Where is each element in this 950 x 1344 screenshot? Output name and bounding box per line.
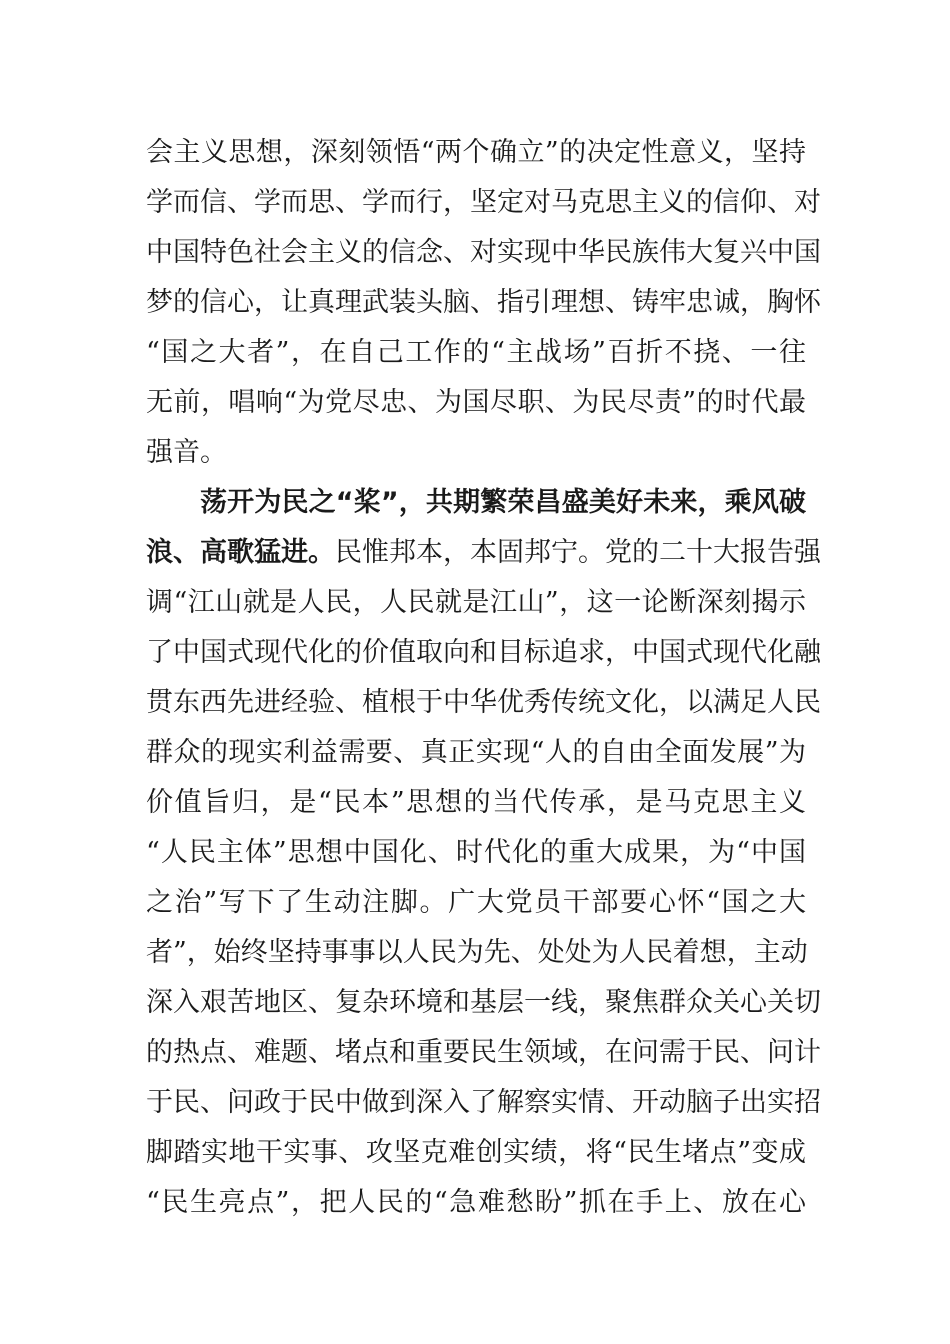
paragraph-1-line-6: 无前，唱响“为党尽忠、为国尽职、为民尽责”的时代最 — [146, 387, 806, 418]
paragraph-1-line-7: 强音。 — [146, 437, 227, 468]
paragraph-2-line-5: 贯东西先进经验、植根于中华优秀传统文化，以满足人民 — [146, 687, 821, 718]
paragraph-1-line-2: 学而信、学而思、学而行，坚定对马克思主义的信仰、对 — [146, 187, 821, 218]
paragraph-2-line-14: 脚踏实地干实事、攻坚克难创实绩，将“民生堵点”变成 — [146, 1137, 806, 1168]
paragraph-2-heading: 荡开为民之“桨”，共期繁荣昌盛美好未来，乘风破 — [200, 487, 806, 518]
paragraph-2-line-7: 价值旨归，是“民本”思想的当代传承，是马克思主义 — [146, 787, 806, 818]
paragraph-2-line-13: 于民、问政于民中做到深入了解察实情、开动脑子出实招 — [146, 1087, 821, 1118]
paragraph-2-line-11: 深入艰苦地区、复杂环境和基层一线，聚焦群众关心关切 — [146, 987, 821, 1018]
paragraph-2-heading-continued: 浪、高歌猛进。 — [146, 537, 335, 568]
paragraph-2-line-2 — [146, 528, 821, 578]
paragraph-1-line-3: 中国特色社会主义的信念、对实现中华民族伟大复兴中国 — [146, 237, 821, 268]
paragraph-1-line-5: “国之大者”，在自己工作的“主战场”百折不挠、一往 — [146, 337, 806, 368]
paragraph-2-line-12: 的热点、难题、堵点和重要民生领域，在问需于民、问计 — [146, 1037, 821, 1068]
paragraph-2-line-6: 群众的现实利益需要、真正实现“人的自由全面发展”为 — [146, 737, 806, 768]
paragraph-2-line-8: “人民主体”思想中国化、时代化的重大成果，为“中国 — [146, 837, 806, 868]
paragraph-2-line-4: 了中国式现代化的价值取向和目标追求，中国式现代化融 — [146, 637, 821, 668]
paragraph-2-line-15: “民生亮点”，把人民的“急难愁盼”抓在手上、放在心 — [146, 1187, 806, 1218]
paragraph-2-line-9: 之治”写下了生动注脚。广大党员干部要心怀“国之大 — [146, 887, 806, 918]
paragraph-2-line-3: 调“江山就是人民，人民就是江山”，这一论断深刻揭示 — [146, 587, 806, 618]
paragraph-2-line-2-text: 民惟邦本，本固邦宁。党的二十大报告强 — [335, 537, 821, 568]
paragraph-1-line-4: 梦的信心，让真理武装头脑、指引理想、铸牢忠诚，胸怀 — [146, 287, 821, 318]
paragraph-1-line-1: 会主义思想，深刻领悟“两个确立”的决定性意义，坚持 — [146, 137, 806, 168]
paragraph-2-line-10: 者”，始终坚持事事以人民为先、处处为人民着想，主动 — [146, 937, 808, 968]
